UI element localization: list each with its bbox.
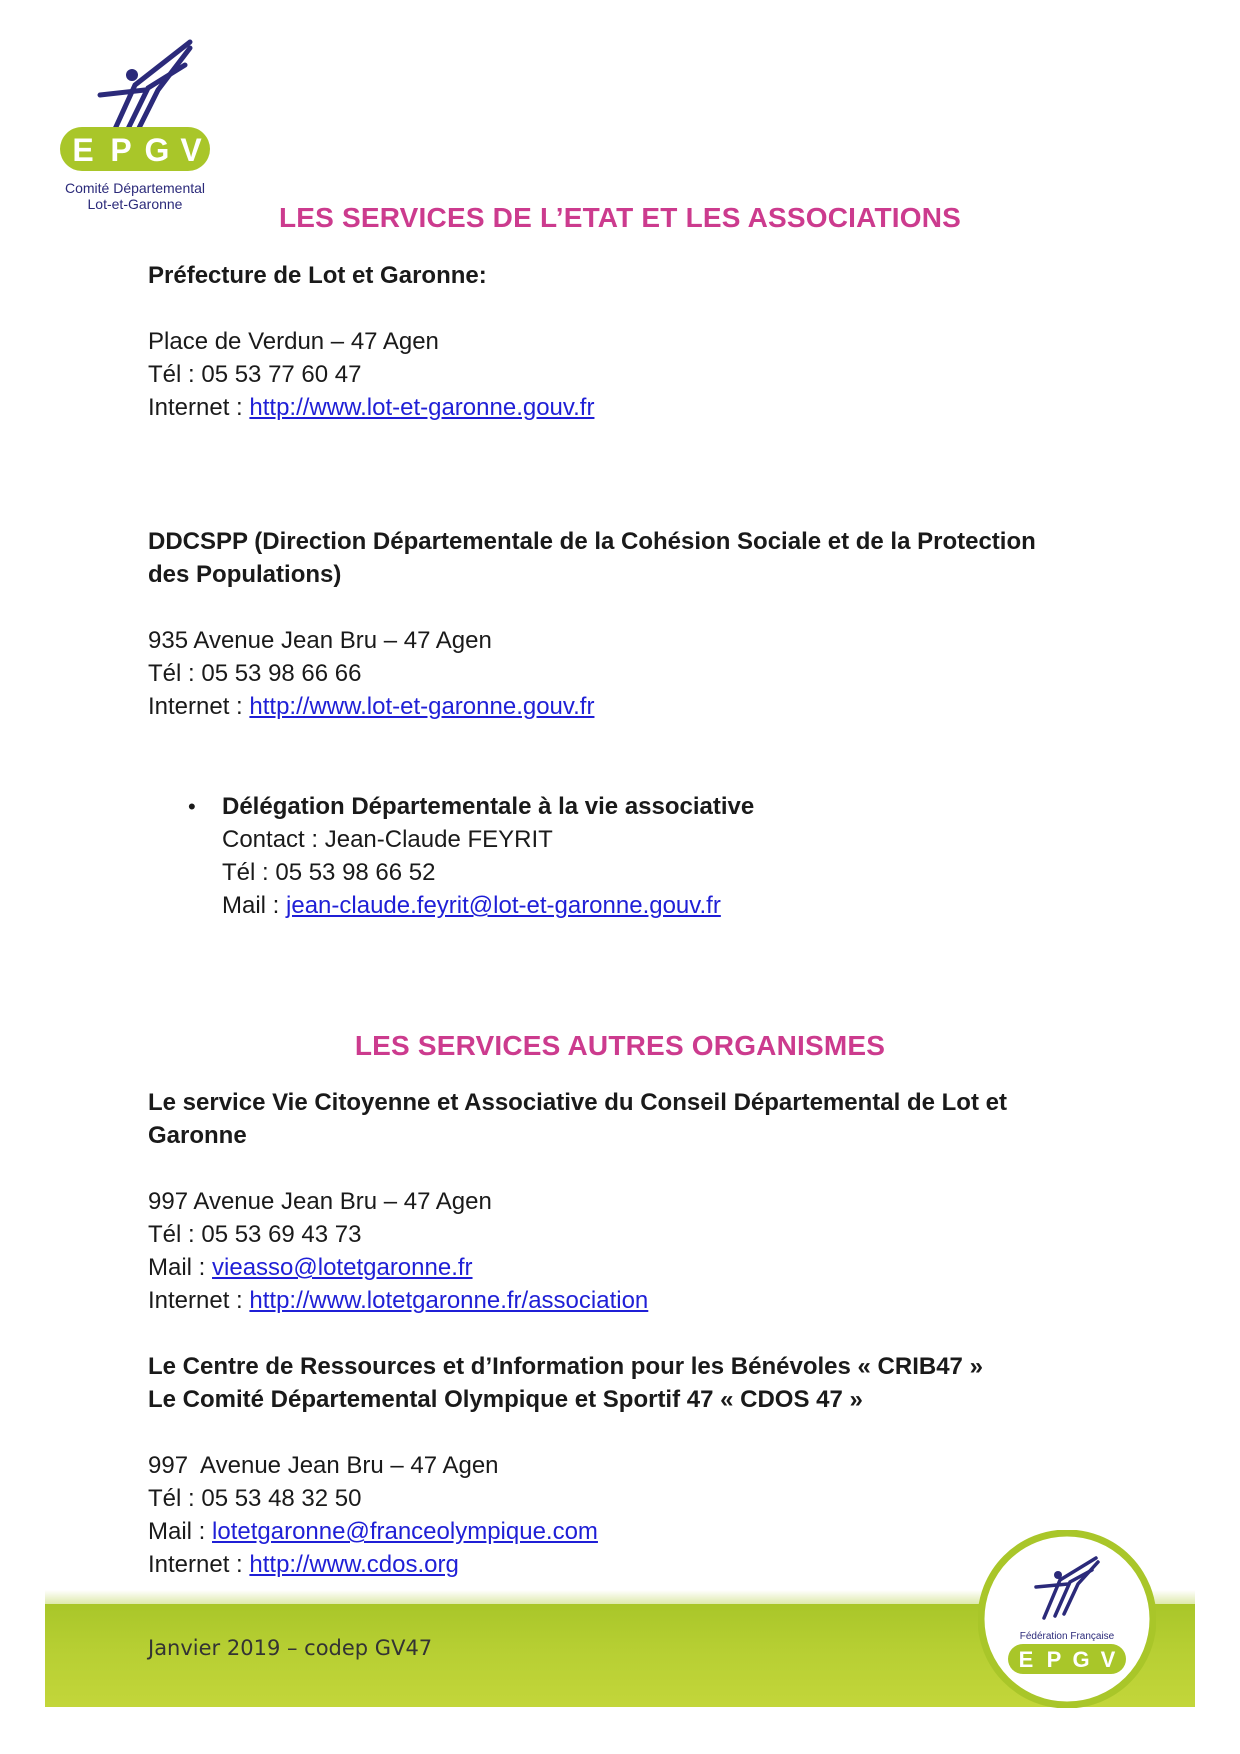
figure-head-icon xyxy=(1054,1571,1062,1579)
section-title-state-services: LES SERVICES DE L’ETAT ET LES ASSOCIATIONS xyxy=(278,202,962,233)
mail-label: Mail : xyxy=(148,1254,213,1281)
delegation-contact: Contact : Jean-Claude FEYRIT xyxy=(222,826,553,853)
federation-letter-v: V xyxy=(1100,1647,1116,1672)
epgv-logo-graphic xyxy=(40,30,230,230)
prefecture-address: Place de Verdun – 47 Agen xyxy=(148,328,439,355)
federation-letter-e: E xyxy=(1018,1647,1034,1672)
conseil-mail-link[interactable]: vieasso@lotetgaronne.fr xyxy=(212,1254,473,1281)
federation-logo xyxy=(978,1530,1156,1708)
prefecture-tel: Tél : 05 53 77 60 47 xyxy=(148,361,362,388)
logo-ring-icon xyxy=(981,1533,1153,1705)
section-title-other-organisms: LES SERVICES AUTRES ORGANISMES xyxy=(354,1030,886,1061)
conseil-internet-row xyxy=(148,1284,1108,1317)
prefecture-internet-row xyxy=(148,391,1108,424)
crib-mail-row xyxy=(148,1515,1108,1548)
crib-tel: Tél : 05 53 48 32 50 xyxy=(148,1485,362,1512)
ddcspp-name-line1: DDCSPP (Direction Départementale de la Cohésion Sociale et de la Protection xyxy=(148,528,1036,555)
bullet-icon: • xyxy=(188,794,196,819)
federation-letter-g: G xyxy=(1072,1647,1090,1672)
delegation-name: Délégation Départementale à la vie associative xyxy=(222,793,755,820)
conseil-name-line2: Garonne xyxy=(148,1122,247,1149)
internet-label: Internet : xyxy=(148,1287,250,1314)
conseil-mail-row xyxy=(148,1251,1108,1284)
delegation-mail-link[interactable]: jean-claude.feyrit@lot-et-garonne.gouv.fr xyxy=(286,892,721,919)
crib-internet-row xyxy=(148,1548,1108,1581)
crib-address: 997 Avenue Jean Bru – 47 Agen xyxy=(148,1452,499,1479)
prefecture-name: Préfecture de Lot et Garonne: xyxy=(148,262,487,289)
conseil-name-line1: Le service Vie Citoyenne et Associative du Conseil Départemental de Lot et xyxy=(148,1089,1007,1116)
prefecture-internet-link[interactable]: http://www.lot-et-garonne.gouv.fr xyxy=(249,394,595,421)
footer-date-text: Janvier 2019 – codep GV47 xyxy=(148,1636,433,1660)
logo-letter-p: P xyxy=(110,132,132,168)
epgv-committee-logo xyxy=(40,30,230,230)
conseil-block xyxy=(148,1086,1108,1317)
federation-caption: Fédération Française xyxy=(1019,1631,1115,1642)
ddcspp-name-line2: des Populations) xyxy=(148,561,342,588)
conseil-address: 997 Avenue Jean Bru – 47 Agen xyxy=(148,1188,492,1215)
prefecture-block xyxy=(148,259,1108,424)
delegation-mail-row xyxy=(222,889,1102,922)
logo-committee-line1: Comité Départemental xyxy=(64,180,206,196)
logo-letter-v: V xyxy=(180,132,202,168)
mail-label: Mail : xyxy=(148,1518,213,1545)
federation-letter-p: P xyxy=(1046,1647,1062,1672)
crib-cdos-block xyxy=(148,1350,1108,1581)
logo-committee-line2: Lot-et-Garonne xyxy=(87,196,183,212)
logo-letter-g: G xyxy=(144,132,170,168)
ddcspp-internet-row xyxy=(148,690,1108,723)
mail-label: Mail : xyxy=(222,892,287,919)
cdos-name: Le Comité Départemental Olympique et Sportif 47 « CDOS 47 » xyxy=(148,1386,863,1413)
delegation-block xyxy=(222,790,1102,922)
ddcspp-internet-link[interactable]: http://www.lot-et-garonne.gouv.fr xyxy=(249,693,595,720)
internet-label: Internet : xyxy=(148,1551,250,1578)
logo-letter-e: E xyxy=(72,132,94,168)
crib-mail-link[interactable]: lotetgaronne@franceolympique.com xyxy=(212,1518,598,1545)
conseil-internet-link[interactable]: http://www.lotetgaronne.fr/association xyxy=(249,1287,649,1314)
crib-name: Le Centre de Ressources et d’Information pour les Bénévoles « CRIB47 » xyxy=(148,1353,983,1380)
crib-internet-link[interactable]: http://www.cdos.org xyxy=(249,1551,459,1578)
ddcspp-tel: Tél : 05 53 98 66 66 xyxy=(148,660,362,687)
conseil-tel: Tél : 05 53 69 43 73 xyxy=(148,1221,362,1248)
internet-label: Internet : xyxy=(148,693,250,720)
internet-label: Internet : xyxy=(148,394,250,421)
delegation-tel: Tél : 05 53 98 66 52 xyxy=(222,859,436,886)
figure-head-icon xyxy=(126,69,138,81)
ddcspp-block xyxy=(148,525,1108,723)
federation-logo-graphic xyxy=(978,1530,1156,1708)
ddcspp-address: 935 Avenue Jean Bru – 47 Agen xyxy=(148,627,492,654)
